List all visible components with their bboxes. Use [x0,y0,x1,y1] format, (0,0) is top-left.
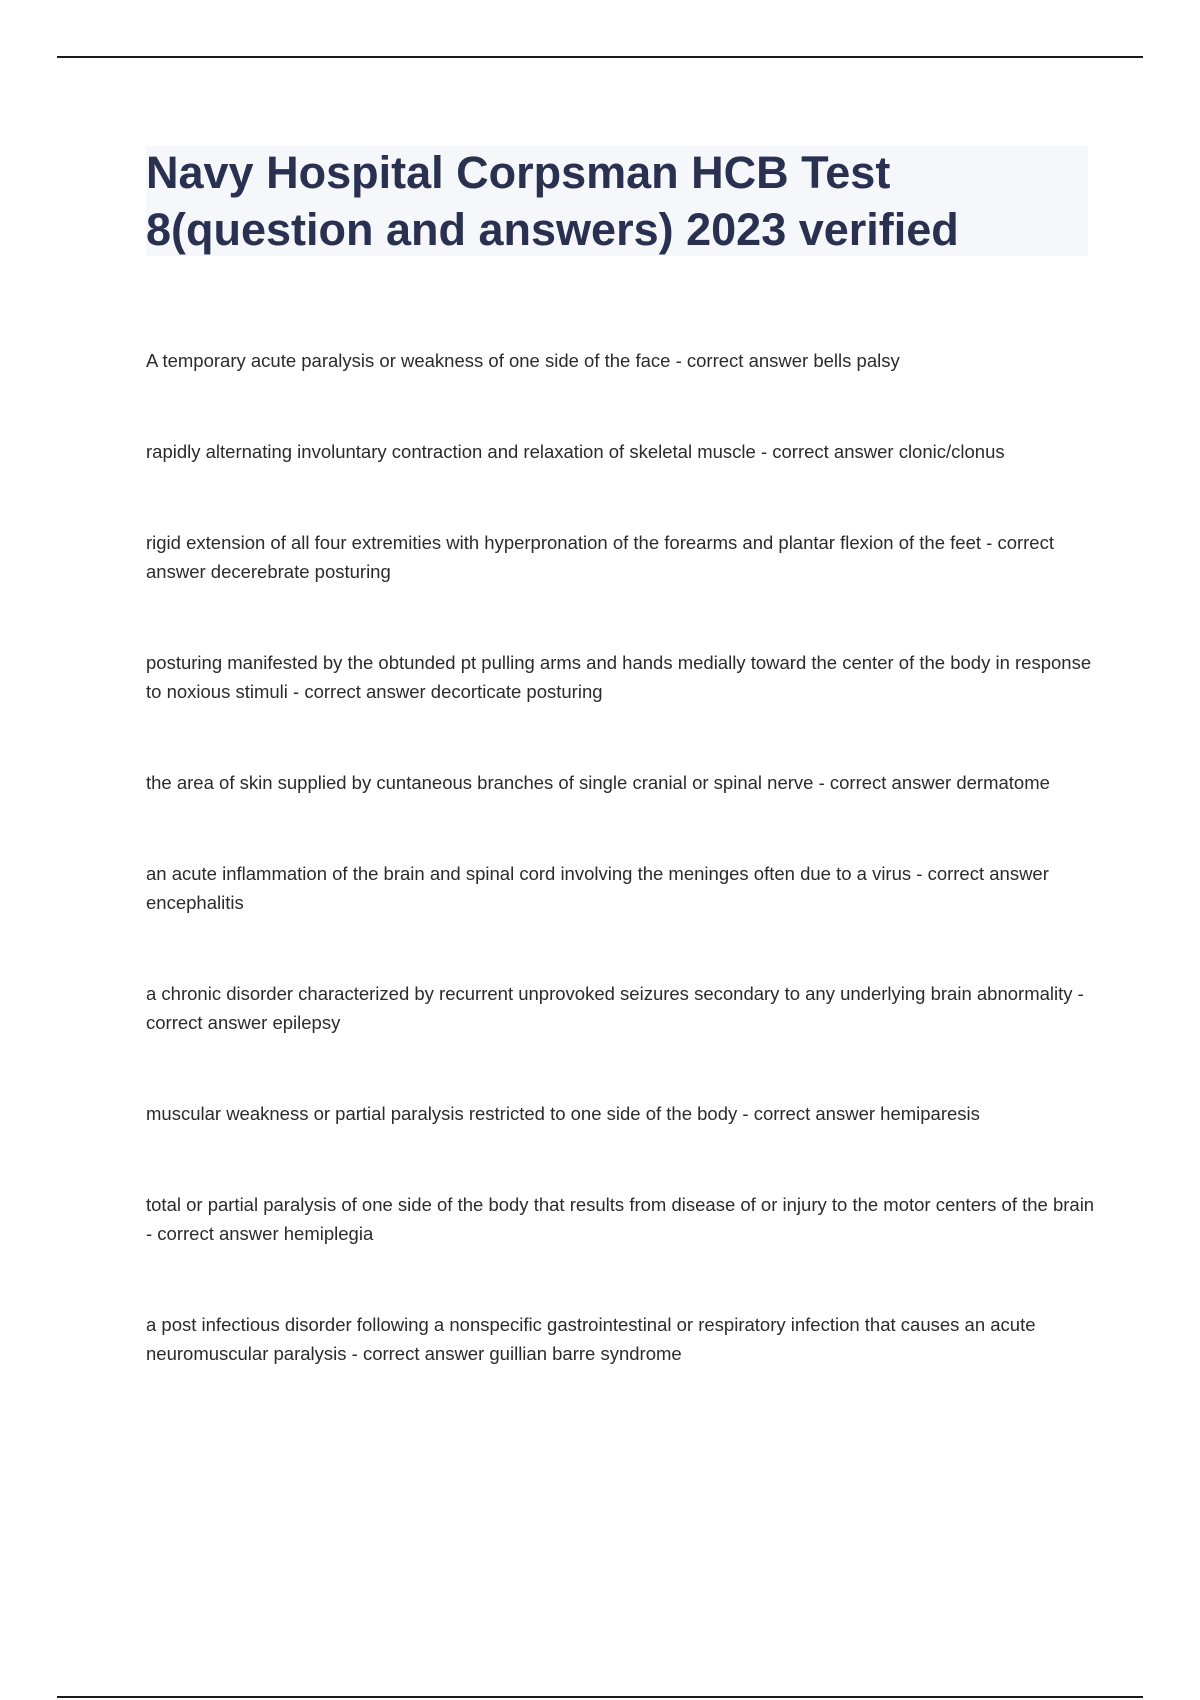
bottom-rule [57,1696,1143,1698]
title-block [146,146,1088,256]
qa-item: total or partial paralysis of one side of the body that results from disease of or injury to the motor centers of the brain - correct answer hemiplegia [146,1194,1095,1244]
qa-item: the area of skin supplied by cuntaneous branches of single cranial or spinal nerve - correct answer dermatome [146,772,1050,793]
document-title: Navy Hospital Corpsman HCB Test 8(question and answers) 2023 verified [146,147,959,255]
qa-item: a chronic disorder characterized by recurrent unprovoked seizures secondary to any underlying brain abnormality - correct answer epilepsy [146,983,1084,1033]
qa-list [146,346,1096,1430]
top-rule [57,56,1143,58]
qa-item: a post infectious disorder following a nonspecific gastrointestinal or respiratory infection that causes an acute neuromuscular paralysis - correct answer guillian barre syndrome [146,1314,1036,1364]
qa-item: rigid extension of all four extremities with hyperpronation of the forearms and plantar flexion of the feet - correct answer decerebrate posturing [146,532,1054,582]
qa-item: muscular weakness or partial paralysis restricted to one side of the body - correct answer hemiparesis [146,1103,980,1124]
qa-item: posturing manifested by the obtunded pt pulling arms and hands medially toward the center of the body in response to noxious stimuli - correct answer decorticate posturing [146,652,1092,702]
qa-item: rapidly alternating involuntary contraction and relaxation of skeletal muscle - correct answer clonic/clonus [146,441,1005,462]
qa-item: an acute inflammation of the brain and spinal cord involving the meninges often due to a virus - correct answer encephalitis [146,863,1049,913]
qa-item: A temporary acute paralysis or weakness of one side of the face - correct answer bells palsy [146,350,900,371]
